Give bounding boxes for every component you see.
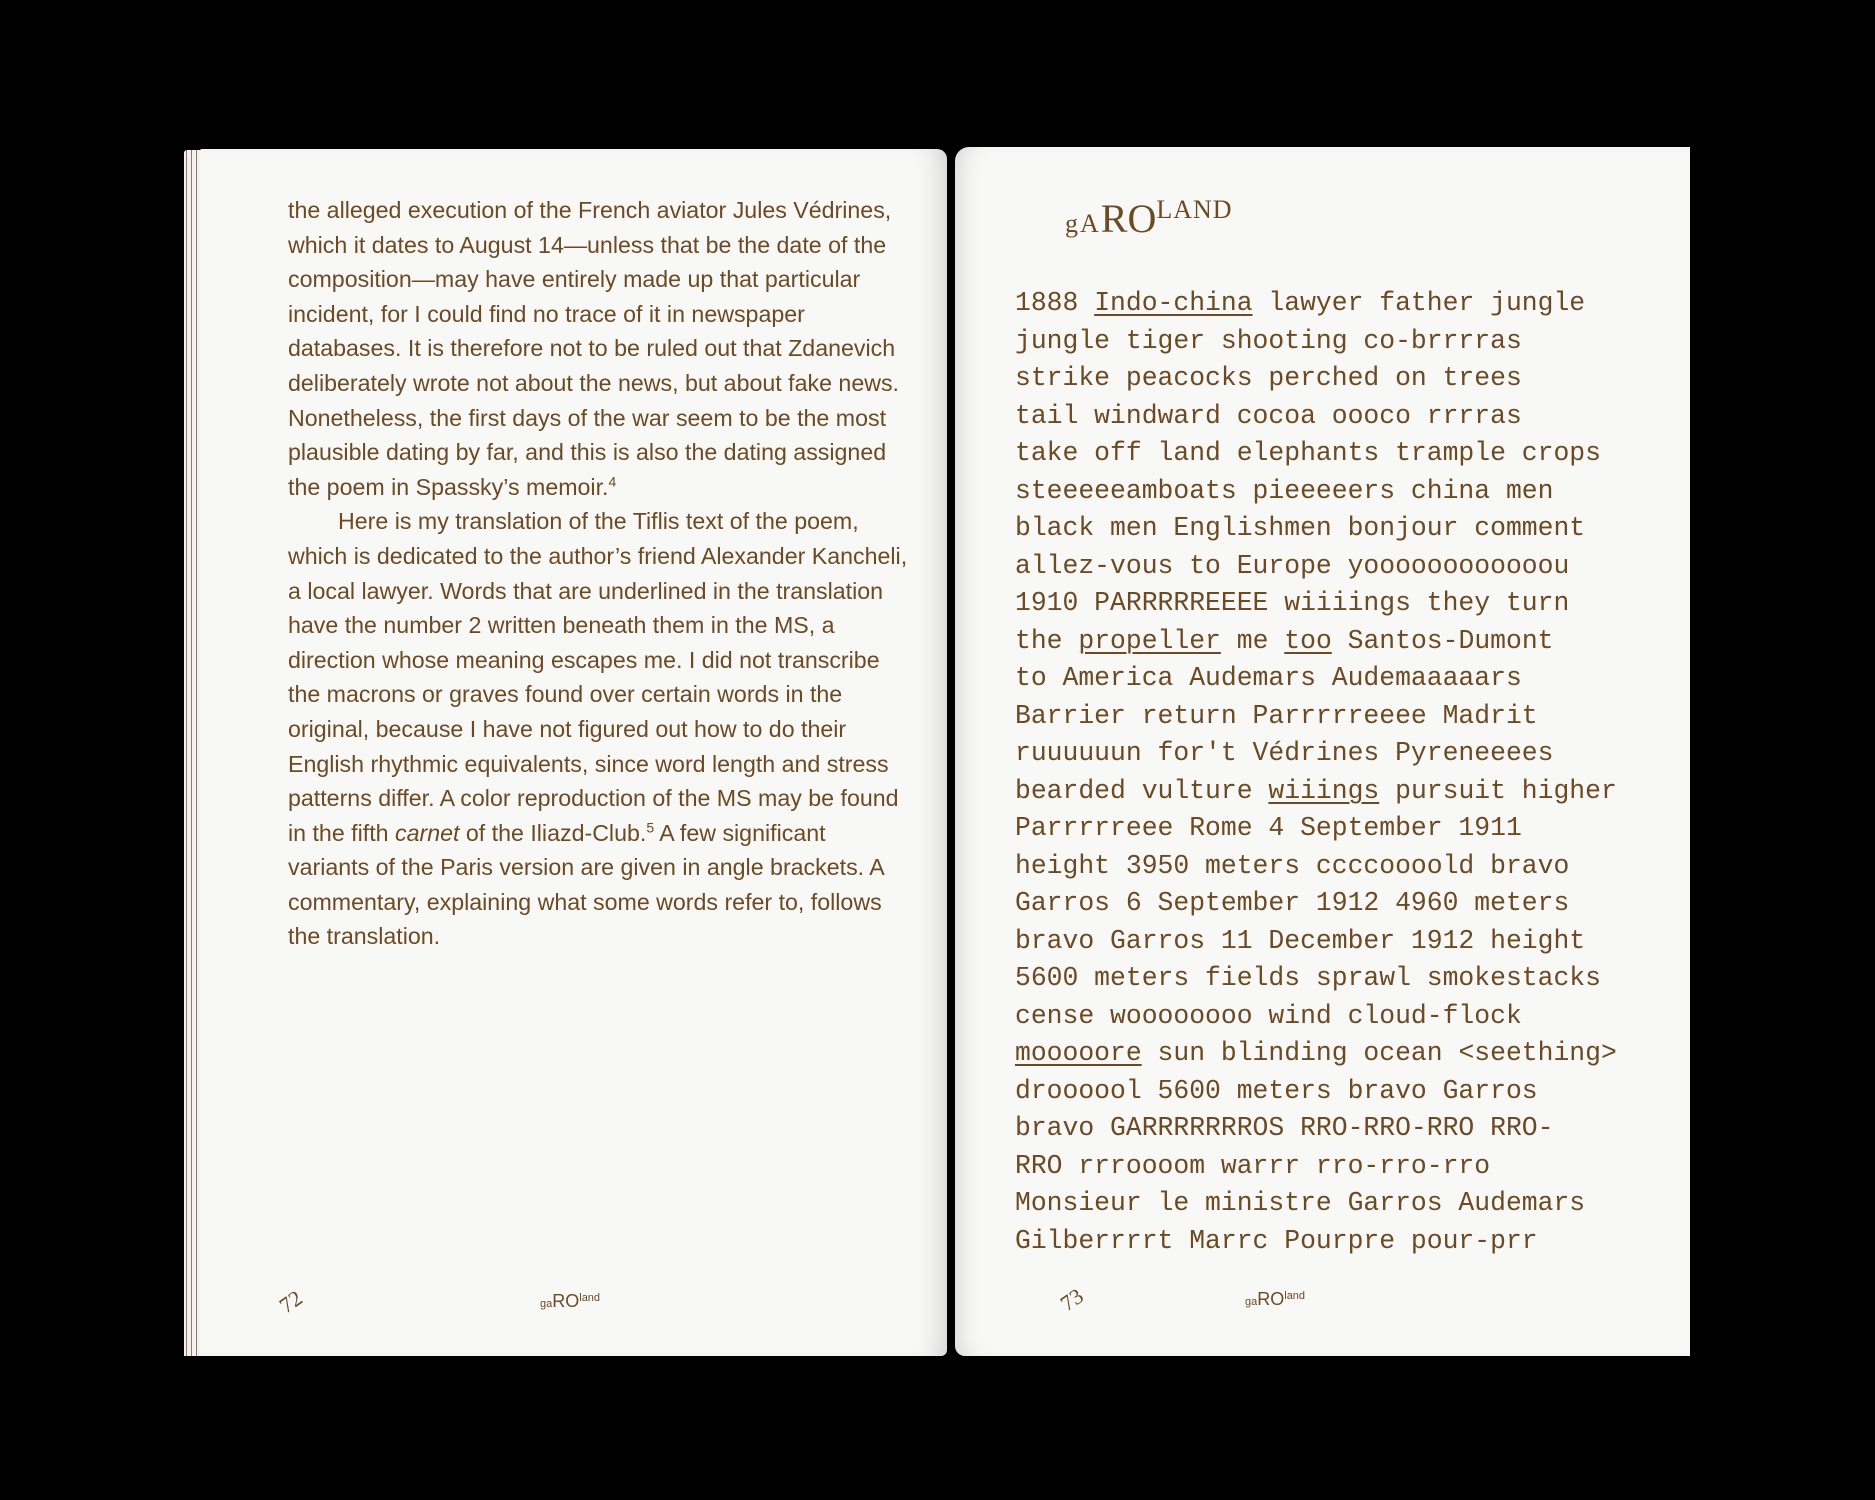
poem-line: take off land elephants trample crops (1015, 438, 1601, 468)
poem-line: ruuuuuun for't Védrines Pyreneeees (1015, 738, 1554, 768)
poem-line: Barrier return Parrrrreeee Madrit (1015, 700, 1538, 731)
underlined-word: Indo-china (1094, 288, 1253, 318)
poem-line: RRO rrroooom warrr rro-rro-rro (1015, 1150, 1491, 1181)
right-page (955, 147, 1690, 1356)
running-head-left: gaRO$^{land}$ (540, 1291, 601, 1311)
poem-line: 1888 Indo-china lawyer father jungle (1015, 288, 1586, 318)
poem-text (1015, 285, 1685, 1260)
poem-line: strike peacocks perched on trees (1015, 363, 1522, 393)
poem-line: 5600 meters fields sprawl smokestacks (1015, 963, 1601, 993)
footnote-ref-4: 4 (608, 473, 617, 490)
paragraph-2: Here is my translation of the Tiflis text of the poem, which is dedicated to the author’s friend Alexander Kancheli, a local lawyer. Words that are underlined in the translation have the number 2 written beneath them in the MS, a direction whose meaning escapes me. I did not transcribe the macrons or graves found over certain words in the original, because I have not figured out how to do their English rhythmic equivalents, since word length and stress patterns differ. A color reproduction of the MS may be found in the fifth carnet of the Iliazd-Club.$^5$ A few significant variants of the Paris version are given in angle brackets. A commentary, explaining what some words refer to, follows the translation. (288, 508, 908, 950)
poem-line: steeeeeamboats pieeeeers china men (1015, 475, 1554, 506)
poem-title: gAROLAND (1065, 195, 1233, 241)
poem-line: 1910 PARRRRREEEE wiiiings they turn (1015, 588, 1570, 618)
poem-line: mooooore sun blinding ocean <seething> (1015, 1038, 1617, 1068)
prose-text (288, 193, 908, 954)
underlined-word: too (1284, 625, 1332, 656)
poem-line: cense woooooooo wind cloud-flock (1015, 1000, 1522, 1031)
page-number-right: 73 (1055, 1283, 1088, 1317)
poem-line: bravo GARRRRRRROS RRO-RRO-RRO RRO- (1015, 1113, 1554, 1143)
poem-line: Gilberrrrt Marrc Pourpre pour-prr (1015, 1225, 1538, 1256)
poem-line: height 3950 meters ccccoooold bravo (1015, 850, 1570, 881)
underlined-word: mooooore (1015, 1038, 1142, 1068)
underlined-word: wiiings (1268, 775, 1380, 806)
running-head-right: gaRO$^{land}$ (1245, 1289, 1306, 1309)
poem-line: black men Englishmen bonjour comment (1015, 513, 1586, 543)
left-page (200, 149, 947, 1356)
poem-line: tail windward cocoa oooco rrrras (1015, 400, 1522, 431)
poem-line: bravo Garros 11 December 1912 height (1015, 925, 1586, 956)
poem-line: jungle tiger shooting co-brrrras (1015, 325, 1522, 356)
poem-line: Garros 6 September 1912 4960 meters (1015, 888, 1570, 918)
poem-line: to America Audemars Audemaaaaars (1015, 663, 1522, 693)
poem-line: Monsieur le ministre Garros Audemars (1015, 1188, 1586, 1218)
poem-line: Parrrrreee Rome 4 September 1911 (1015, 813, 1522, 843)
page-number-left: 72 (274, 1285, 307, 1319)
paragraph-1: the alleged execution of the French aviator Jules Védrines, which it dates to August 14—unless that be the date of the composition—may have entirely made up that particular incident, for I could find no trace of it in newspaper databases. It is therefore not to be ruled out that Zdanevich deliberately wrote not about the news, but about fake news. Nonetheless, the first days of the war seem to be the most plausible dating by far, and this is also the dating assigned the poem in Spassky’s memoir.$^4$ (288, 197, 899, 500)
poem-line: bearded vulture wiiings pursuit higher (1015, 775, 1617, 806)
underlined-word: propeller (1078, 625, 1221, 656)
poem-line: the propeller me too Santos-Dumont (1015, 625, 1554, 656)
poem-line: allez-vous to Europe yoooooooooooou (1015, 550, 1570, 581)
poem-line: droooool 5600 meters bravo Garros (1015, 1075, 1538, 1106)
footnote-ref-5: 5 (646, 818, 655, 835)
